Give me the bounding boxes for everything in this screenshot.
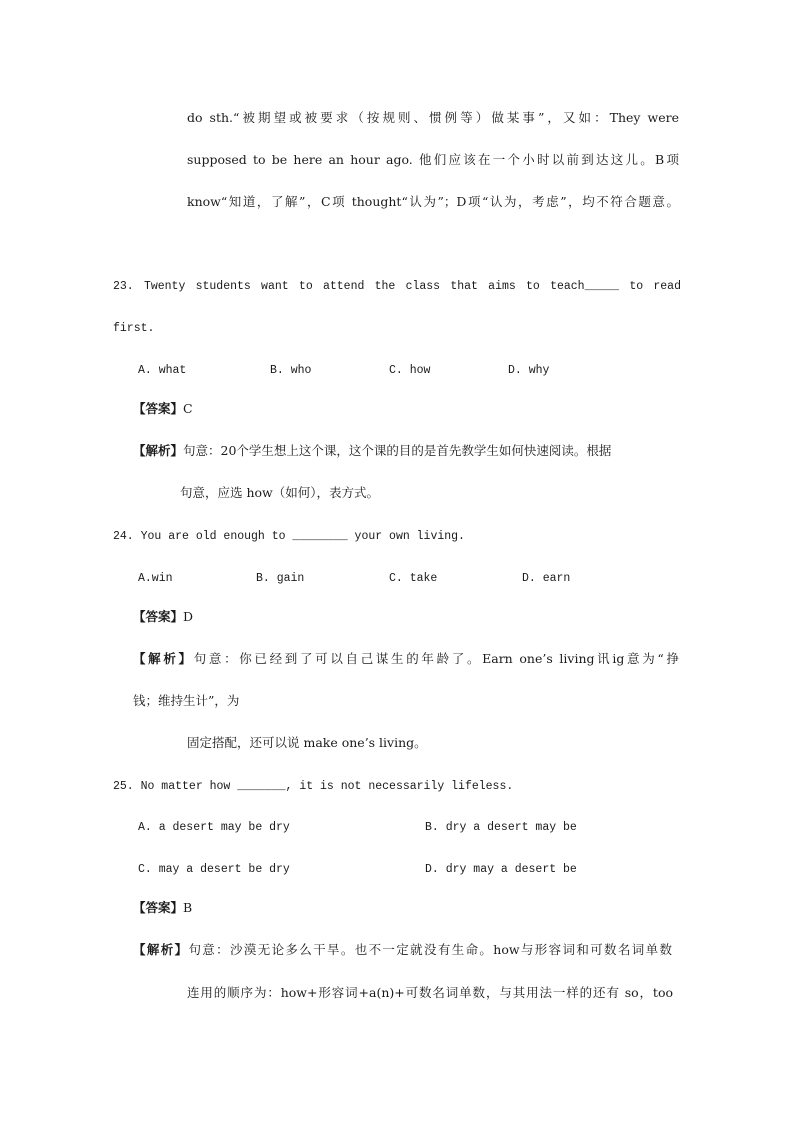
q25-stem: 25. No matter how _______, it is not necessarily lifeless. xyxy=(113,780,514,793)
q23-stem-line-2: first. xyxy=(113,322,155,335)
q23-stem-line-1: 23. Twenty students want to attend the class that aims to teach_____ to read xyxy=(113,280,681,293)
q22-explanation-line-2: supposed to be here an hour ago. 他们应该在一个小时以前到达这儿。B项 xyxy=(187,152,679,167)
q23-analysis-line-1 xyxy=(133,443,611,459)
q24-option-a: A.win xyxy=(138,572,173,585)
q25-answer xyxy=(133,900,192,916)
q24-answer xyxy=(133,609,193,625)
q24-option-d: D. earn xyxy=(522,572,571,585)
analysis-text: 句意：沙漠无论多么干旱。也不一定就没有生命。how与形容词和可数名词单数 xyxy=(188,942,672,957)
answer-value: C xyxy=(183,401,193,416)
q23-option-b: B. who xyxy=(270,364,312,377)
answer-label: 【答案】 xyxy=(133,401,184,416)
q24-stem: 24. You are old enough to ________ your own living. xyxy=(113,530,465,543)
q23-answer xyxy=(133,401,193,417)
q22-explanation-line-1: do sth.“被期望或被要求（按规则、惯例等）做某事”，又如：They were xyxy=(187,110,679,125)
q23-option-d: D. why xyxy=(508,364,550,377)
analysis-text: 句意：你已经到了可以自己谋生的年龄了。Earn one’s living讯ig意为“挣 xyxy=(193,651,679,666)
analysis-label: 【解析】 xyxy=(133,651,194,666)
answer-label: 【答案】 xyxy=(133,609,184,624)
q24-option-b: B. gain xyxy=(256,572,305,585)
answer-label: 【答案】 xyxy=(133,900,184,915)
analysis-label: 【解析】 xyxy=(133,942,189,957)
q25-option-c: C. may a desert be dry xyxy=(138,863,290,876)
q23-option-c: C. how xyxy=(389,364,431,377)
q24-option-c: C. take xyxy=(389,572,438,585)
q23-option-a: A. what xyxy=(138,364,187,377)
answer-value: B xyxy=(183,900,193,915)
q22-explanation-line-3: know“知道，了解”，C项 thought“认为”；D项“认为，考虑”，均不符合题意。 xyxy=(187,194,679,209)
q25-option-b: B. dry a desert may be xyxy=(425,821,577,834)
q24-analysis-line-1 xyxy=(133,651,679,667)
q24-analysis-line-2: 钱；维持生计”，为 xyxy=(133,693,240,708)
analysis-label: 【解析】 xyxy=(133,443,184,458)
q23-analysis-line-2: 句意，应选 how（如何），表方式。 xyxy=(180,485,379,500)
q25-analysis-line-2: 连用的顺序为：how+形容词+a(n)+可数名词单数，与其用法一样的还有 so，too xyxy=(187,985,673,1000)
q24-analysis-line-3: 固定搭配，还可以说 make one’s living。 xyxy=(187,735,427,750)
q25-option-d: D. dry may a desert be xyxy=(425,863,577,876)
analysis-text: 句意：20个学生想上这个课，这个课的目的是首先教学生如何快速阅读。根据 xyxy=(183,443,612,458)
q25-option-a: A. a desert may be dry xyxy=(138,821,290,834)
answer-value: D xyxy=(183,609,194,624)
q25-analysis-line-1 xyxy=(133,942,672,958)
